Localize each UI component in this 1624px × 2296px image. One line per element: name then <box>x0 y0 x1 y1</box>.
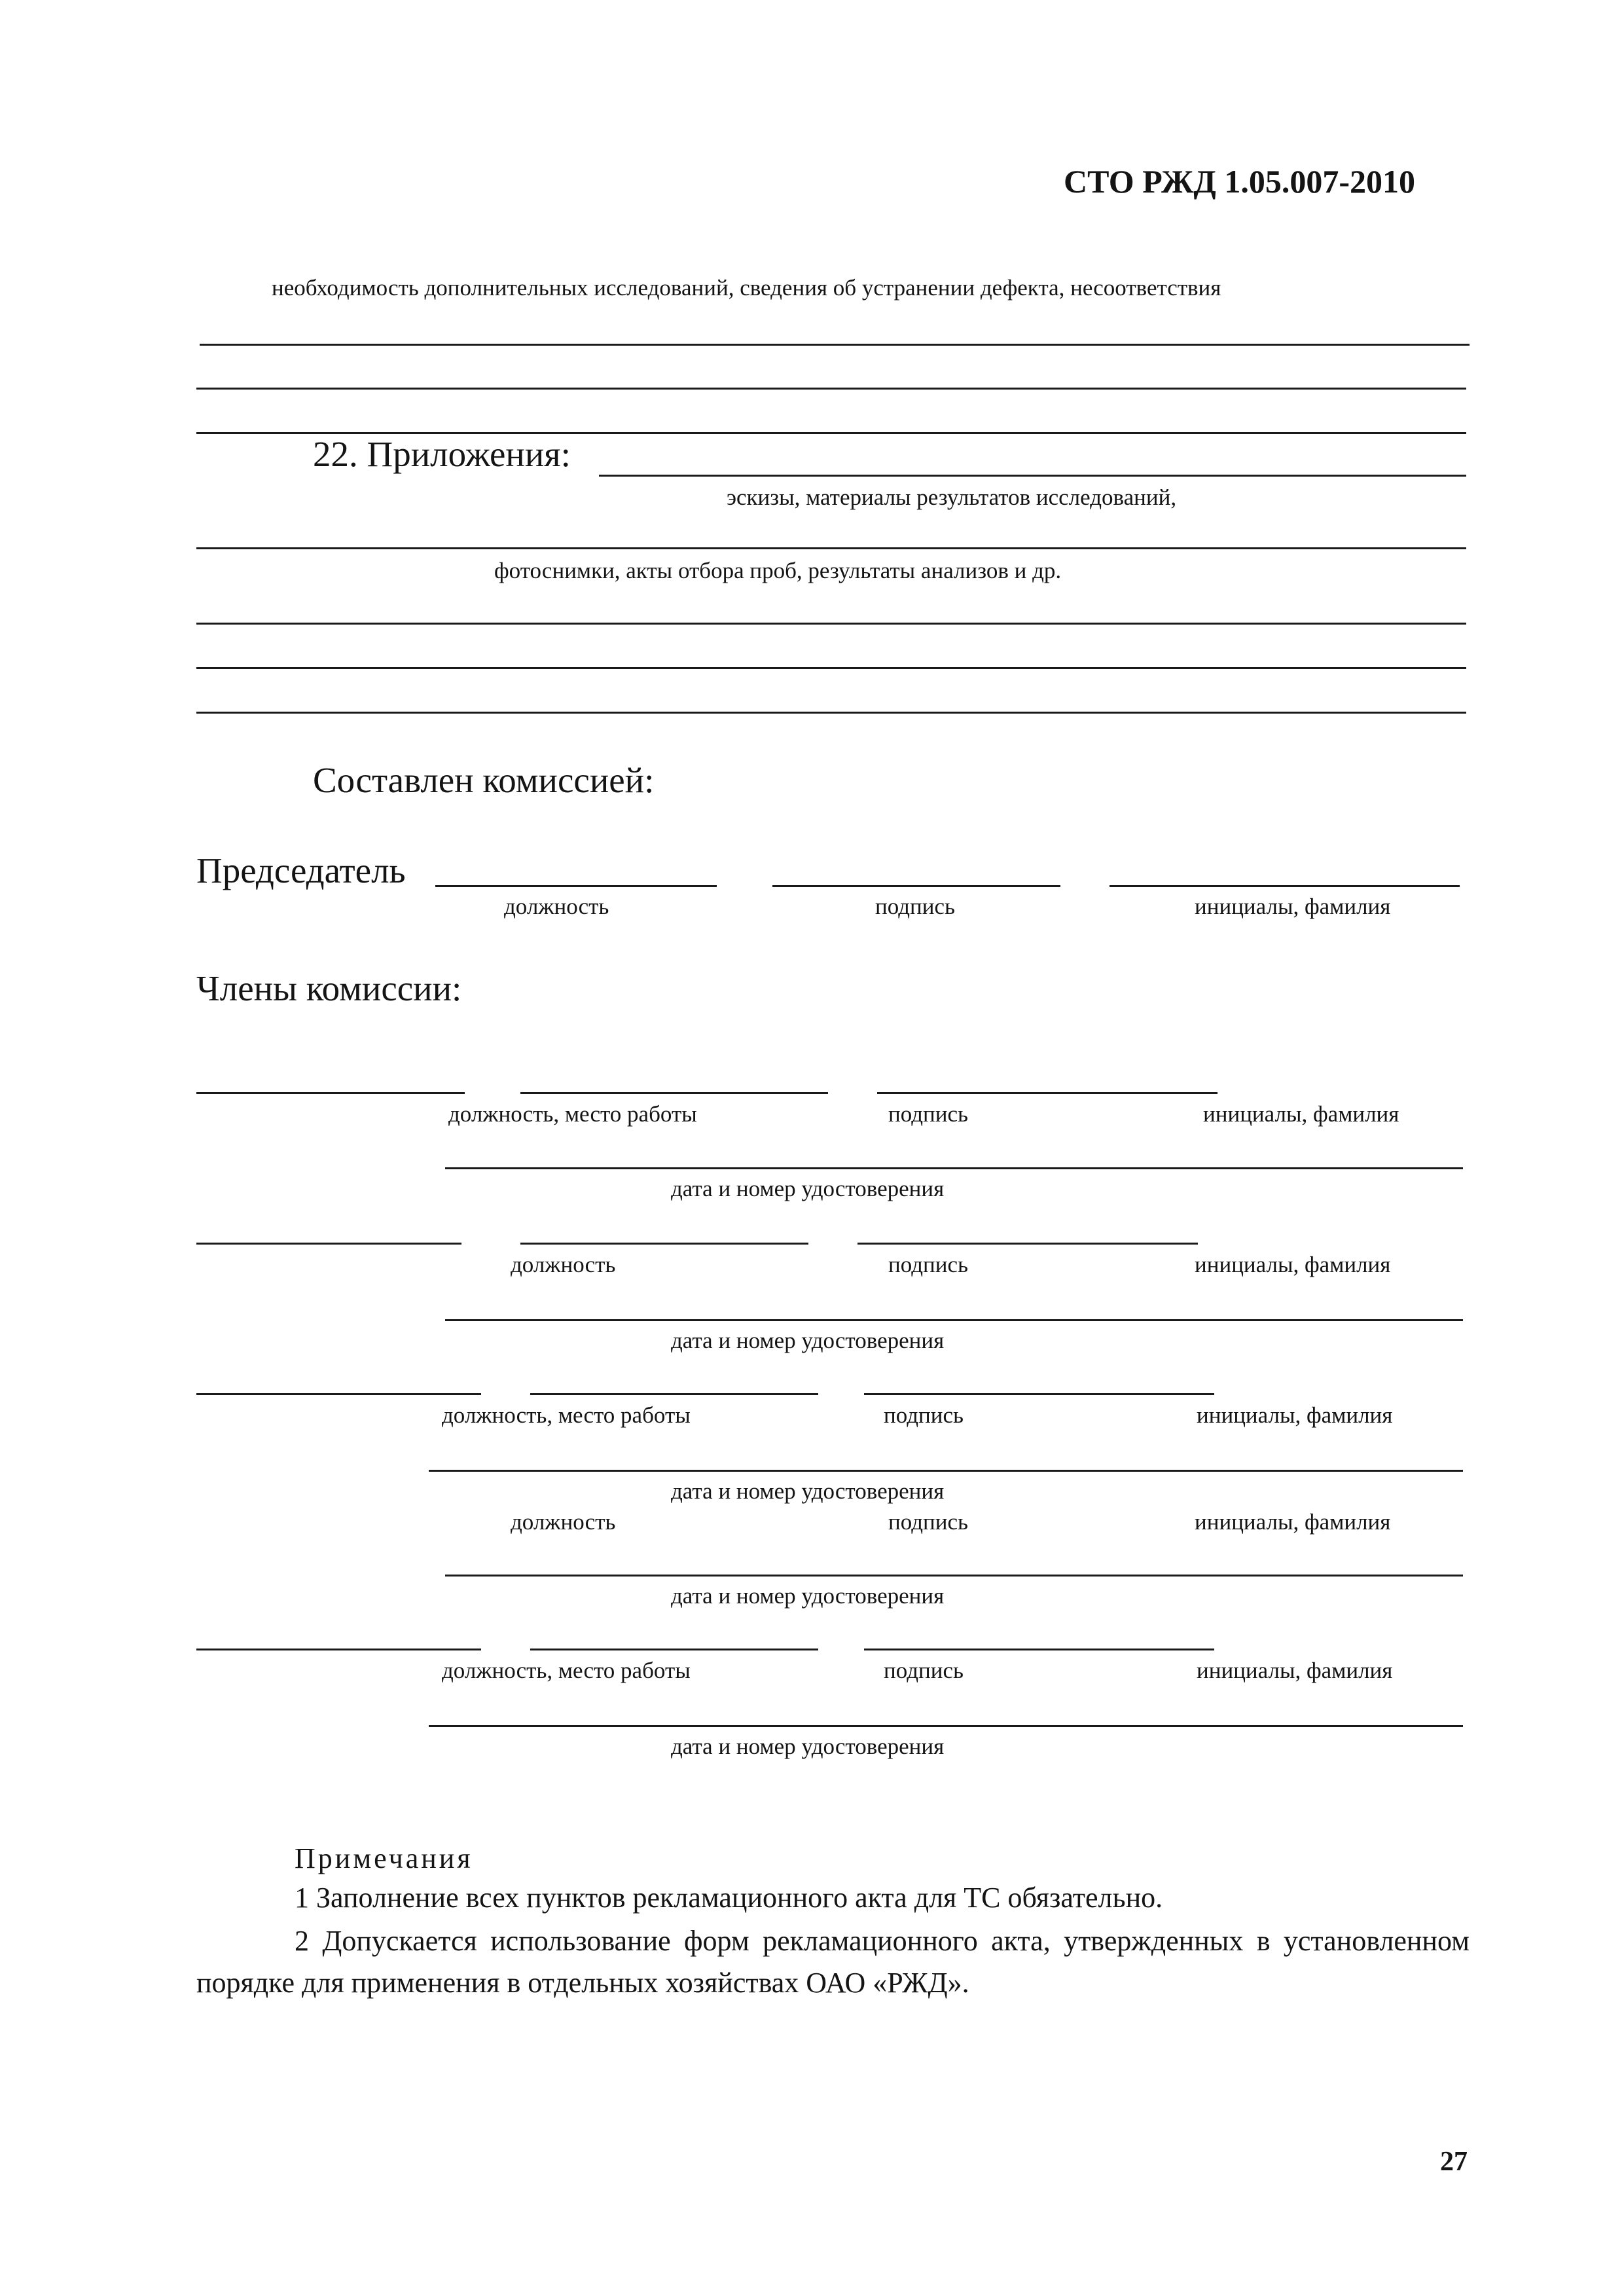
member5-position-caption: должность, место работы <box>442 1658 691 1683</box>
member5-signature-field[interactable] <box>864 1649 1214 1650</box>
member3-position-field[interactable] <box>530 1393 818 1395</box>
section22-label: 22. Приложения: <box>313 434 571 474</box>
chairman-position-caption: должность <box>504 894 609 919</box>
section21-field-line-1[interactable] <box>200 344 1470 346</box>
member1-signature-field[interactable] <box>877 1092 1218 1094</box>
section22-field-line-1[interactable] <box>599 475 1466 477</box>
member5-signature-caption: подпись <box>884 1658 964 1683</box>
member2-name-caption: инициалы, фамилия <box>1195 1252 1391 1277</box>
member1-position-caption: должность, место работы <box>448 1101 697 1127</box>
member5-position-field[interactable] <box>530 1649 818 1650</box>
member5-cert-field[interactable] <box>429 1725 1463 1727</box>
member2-signature-caption: подпись <box>888 1252 968 1277</box>
section22-caption-2: фотоснимки, акты отбора проб, результаты анализов и др. <box>494 558 1062 583</box>
section22-field-line-4[interactable] <box>196 667 1466 669</box>
member3-signature-caption: подпись <box>884 1402 964 1428</box>
member5-name-caption: инициалы, фамилия <box>1197 1658 1393 1683</box>
member4-signature-caption: подпись <box>888 1509 968 1535</box>
notes-title: Примечания <box>295 1842 473 1874</box>
member3-cert-field[interactable] <box>429 1470 1463 1472</box>
member3-cert-caption: дата и номер удостоверения <box>671 1478 945 1504</box>
member3-extra-field[interactable] <box>196 1393 481 1395</box>
member5-extra-field[interactable] <box>196 1649 481 1650</box>
section21-field-line-2[interactable] <box>196 388 1466 390</box>
section21-caption: необходимость дополнительных исследований, сведения об устранении дефекта, несоответствия <box>272 275 1221 301</box>
commission-title: Составлен комиссией: <box>313 760 655 800</box>
member3-name-caption: инициалы, фамилия <box>1197 1402 1393 1428</box>
member3-position-caption: должность, место работы <box>442 1402 691 1428</box>
document-code: СТО РЖД 1.05.007-2010 <box>1064 163 1415 200</box>
chairman-signature-field[interactable] <box>772 885 1060 887</box>
member1-position-field[interactable] <box>520 1092 828 1094</box>
member2-extra-field[interactable] <box>196 1243 461 1245</box>
page-number: 27 <box>1440 2147 1468 2177</box>
member4-position-caption: должность <box>511 1509 616 1535</box>
member2-signature-field[interactable] <box>857 1243 1198 1245</box>
chairman-name-field[interactable] <box>1110 885 1460 887</box>
section22-field-line-5[interactable] <box>196 712 1466 714</box>
note-item-2: 2 Допускается использование форм рекламационного акта, утвержденных в установленном порядке для применения в отдельных хозяйствах ОАО «РЖД». <box>196 1925 1470 1999</box>
member1-cert-field[interactable] <box>445 1167 1463 1169</box>
member4-cert-field[interactable] <box>445 1575 1463 1576</box>
note-item-1: 1 Заполнение всех пунктов рекламационного акта для ТС обязательно. <box>295 1882 1163 1914</box>
member4-name-caption: инициалы, фамилия <box>1195 1509 1391 1535</box>
member1-signature-caption: подпись <box>888 1101 968 1127</box>
chairman-signature-caption: подпись <box>875 894 955 919</box>
section22-field-line-2[interactable] <box>196 547 1466 549</box>
chairman-position-field[interactable] <box>435 885 717 887</box>
member1-cert-caption: дата и номер удостоверения <box>671 1176 945 1201</box>
member5-cert-caption: дата и номер удостоверения <box>671 1734 945 1759</box>
member4-cert-caption: дата и номер удостоверения <box>671 1583 945 1609</box>
member2-position-caption: должность <box>511 1252 616 1277</box>
chairman-label: Председатель <box>196 850 406 890</box>
chairman-name-caption: инициалы, фамилия <box>1195 894 1391 919</box>
members-title: Члены комиссии: <box>196 968 462 1008</box>
member1-name-caption: инициалы, фамилия <box>1203 1101 1399 1127</box>
member3-signature-field[interactable] <box>864 1393 1214 1395</box>
section22-caption-1: эскизы, материалы результатов исследований, <box>727 484 1177 510</box>
member1-extra-field[interactable] <box>196 1092 465 1094</box>
member2-cert-caption: дата и номер удостоверения <box>671 1328 945 1353</box>
member2-cert-field[interactable] <box>445 1319 1463 1321</box>
section22-field-line-3[interactable] <box>196 623 1466 625</box>
member2-position-field[interactable] <box>520 1243 808 1245</box>
